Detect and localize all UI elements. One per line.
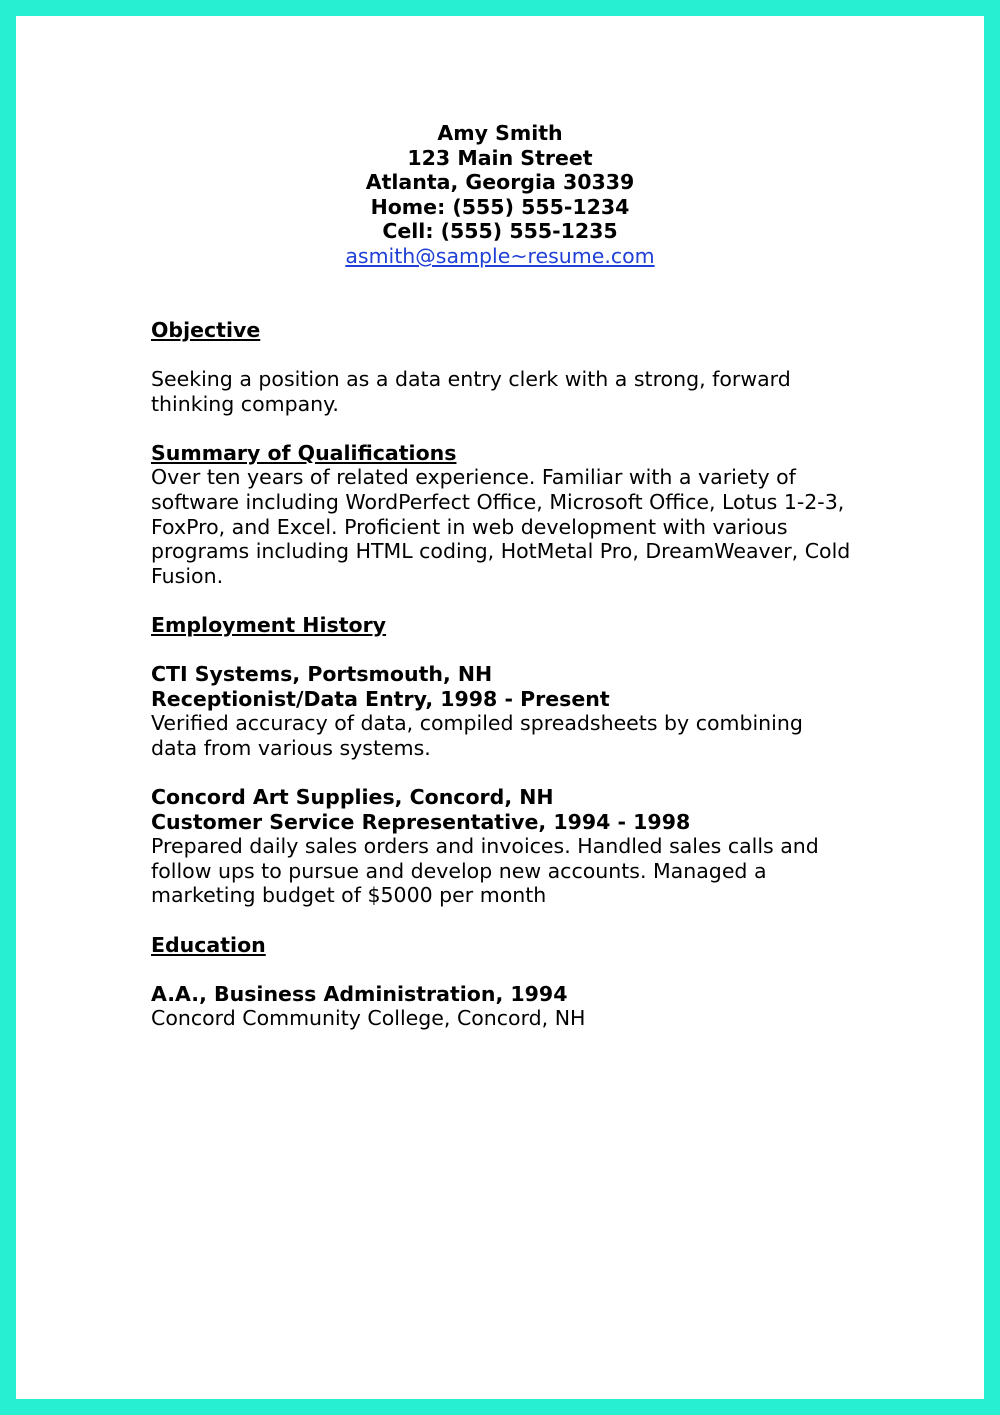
job-entry [151, 662, 851, 760]
job-role: Receptionist/Data Entry, 1998 - Present [151, 686, 610, 711]
spacer [151, 957, 851, 982]
home-phone: Home: (555) 555-1234 [370, 194, 630, 219]
job-company: CTI Systems, Portsmouth, NH [151, 662, 493, 687]
education-school: Concord Community College, Concord, NH [151, 1006, 586, 1031]
employment-section [151, 613, 851, 908]
spacer [151, 588, 851, 613]
cell-phone: Cell: (555) 555-1235 [382, 219, 618, 244]
job-company: Concord Art Supplies, Concord, NH [151, 785, 554, 810]
employment-heading: Employment History [151, 612, 387, 637]
spacer [151, 342, 851, 367]
job-entry [151, 785, 851, 908]
education-section [151, 933, 851, 1031]
city-state-zip: Atlanta, Georgia 30339 [365, 170, 635, 195]
objective-heading: Objective [151, 317, 261, 342]
contact-header [149, 121, 851, 269]
education-degree: A.A., Business Administration, 1994 [151, 981, 568, 1006]
spacer [151, 269, 851, 318]
education-heading: Education [151, 932, 266, 957]
objective-section [151, 318, 851, 416]
street-address: 123 Main Street [407, 145, 593, 170]
spacer [151, 637, 851, 662]
summary-section [151, 441, 851, 589]
summary-heading: Summary of Qualifications [151, 440, 457, 465]
email-link[interactable]: asmith@sample~resume.com [345, 243, 655, 268]
spacer [151, 760, 851, 785]
resume-document [151, 121, 851, 1031]
spacer [151, 908, 851, 933]
summary-text: Over ten years of related experience. Familiar with a variety of software including WordPerfect Office, Microsoft Office, Lotus 1-2-3, FoxPro, and Excel. Proficient in web development with various programs including HTML coding, HotMetal Pro, DreamWeaver, Cold Fusion. [151, 465, 851, 588]
applicant-name: Amy Smith [437, 121, 563, 145]
job-role: Customer Service Representative, 1994 - 1998 [151, 809, 691, 834]
job-description: Prepared daily sales orders and invoices. Handled sales calls and follow ups to pursue and develop new accounts. Managed a marketing budget of $5000 per month [151, 834, 819, 908]
job-description: Verified accuracy of data, compiled spreadsheets by combining data from various systems. [151, 711, 803, 760]
objective-text: Seeking a position as a data entry clerk with a strong, forward thinking company. [151, 366, 791, 416]
spacer [151, 416, 851, 441]
